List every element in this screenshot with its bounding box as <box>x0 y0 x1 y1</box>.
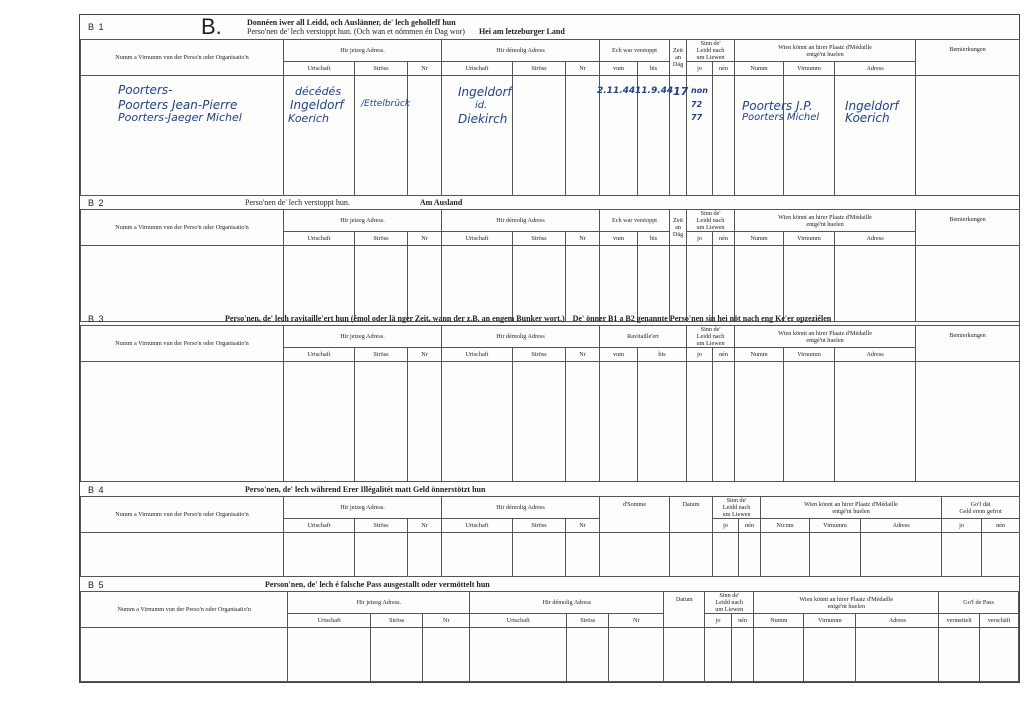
entry-cell <box>513 246 566 322</box>
entry-cell <box>687 246 713 322</box>
header-street: Ströss <box>567 614 609 628</box>
entry-cell <box>687 362 713 482</box>
header-locality: Urtschaft <box>284 232 355 246</box>
entry-cell <box>856 628 939 682</box>
entry-name-3: Poorters-Jaeger Michel <box>118 111 242 124</box>
entry-cell <box>371 628 423 682</box>
header-to: bis <box>638 232 670 246</box>
entry-cell <box>784 76 835 196</box>
header-address: Adress <box>835 232 916 246</box>
entry-cell <box>566 76 600 196</box>
entry-cell <box>442 362 513 482</box>
entry-current-2-street: /Ettelbrück <box>361 99 411 109</box>
header-locality: Urtschaft <box>284 62 355 76</box>
header-yes: jo <box>713 519 739 533</box>
header-pass-given: vermettelt <box>939 614 980 628</box>
header-yes: jo <box>705 614 732 628</box>
entry-former-2: id. <box>475 100 488 111</box>
header-no: nén <box>713 348 735 362</box>
entry-cell <box>513 533 566 577</box>
entry-cell <box>713 362 735 482</box>
entry-alive-1: non <box>691 86 708 95</box>
entry-cell <box>81 362 284 482</box>
header-yes: jo <box>942 519 982 533</box>
header-medal: Wien könnt an hirer Plaatz d'Médaille entgé'nt huelen <box>754 592 939 614</box>
header-remarks: Bemierkungen <box>916 40 1020 76</box>
header-locality: Urtschaft <box>442 62 513 76</box>
header-hidden: Ech war verstoppt <box>600 210 670 232</box>
header-name: Numm a Virnumm vun der Perso'n oder Organisatio'n <box>81 497 284 533</box>
entry-medal-name-2: Poorters Michel <box>742 112 820 123</box>
section-label: B 5 <box>88 580 105 590</box>
entry-cell <box>609 628 664 682</box>
entry-cell <box>761 533 810 577</box>
header-former-address: Hir démolig Adress <box>442 210 600 232</box>
table-b4 <box>80 496 1020 577</box>
header-medal: Wien könnt an hirer Plaatz d'Médaille entgé'nt huelen <box>735 40 916 62</box>
header-remarks: Bemierkungen <box>916 326 1020 362</box>
header-date: Datum <box>670 497 713 533</box>
entry-cell <box>638 246 670 322</box>
entry-cell <box>284 362 355 482</box>
header-number: Nr <box>566 348 600 362</box>
entry-cell <box>784 246 835 322</box>
entry-cell <box>980 628 1019 682</box>
header-number: Nr <box>423 614 470 628</box>
header-firstname: Virnumm <box>810 519 861 533</box>
header-address: Adress <box>856 614 939 628</box>
header-alive: Sinn de' Leidd nach um Liewen <box>687 40 735 62</box>
entry-cell <box>804 628 856 682</box>
entry-medal-addr-2: Koerich <box>845 111 890 125</box>
header-from: vum <box>600 348 638 362</box>
entry-cell <box>713 246 735 322</box>
section-title: Perso'nen de' lech verstoppt hun. Am Ausland <box>245 198 463 207</box>
entry-name-1: Poorters- <box>118 83 173 97</box>
header-firstname: Virnumm <box>804 614 856 628</box>
entry-alive-3: 77 <box>691 113 703 122</box>
entry-cell <box>735 246 784 322</box>
entry-cell <box>739 533 761 577</box>
entry-days: 17 <box>673 85 689 98</box>
table-b5 <box>80 591 1019 682</box>
header-current-address: Hir jetzeg Adress. <box>284 497 442 519</box>
header-locality: Urtschaft <box>288 614 371 628</box>
section-label: B 2 <box>88 198 105 208</box>
entry-cell <box>442 533 513 577</box>
entry-cell <box>835 362 916 482</box>
header-locality: Urtschaft <box>442 348 513 362</box>
entry-cell <box>835 246 916 322</box>
header-locality: Urtschaft <box>442 232 513 246</box>
header-current-address: Hir jetzeg Adress. <box>284 210 442 232</box>
entry-cell <box>566 246 600 322</box>
header-from: vum <box>600 62 638 76</box>
header-no: nén <box>731 614 753 628</box>
entry-cell <box>284 246 355 322</box>
entry-cell <box>600 362 638 482</box>
entry-cell <box>442 246 513 322</box>
entry-cell <box>713 76 735 196</box>
entry-cell <box>810 533 861 577</box>
entry-cell <box>81 628 288 682</box>
entry-cell <box>861 533 942 577</box>
entry-cell <box>731 628 753 682</box>
section-label: B 3 <box>88 314 105 324</box>
header-surname: Numm <box>735 232 784 246</box>
header-number: Nr <box>408 62 442 76</box>
entry-cell <box>735 76 784 196</box>
header-no: nén <box>713 232 735 246</box>
header-surname: Numm <box>735 348 784 362</box>
entry-former-1: Ingeldorf <box>458 85 512 99</box>
form-page <box>79 14 1020 683</box>
entry-medal-name-1: Poorters J.P. <box>742 99 813 113</box>
header-to: bis <box>638 348 687 362</box>
header-current-address: Hir jetzeg Adress. <box>284 40 442 62</box>
header-locality: Urtschaft <box>284 519 355 533</box>
entry-cell <box>355 533 408 577</box>
entry-cell <box>81 76 284 196</box>
header-street: Ströss <box>513 348 566 362</box>
header-number: Nr <box>566 62 600 76</box>
header-current-address: Hir jetzeg Adress. <box>284 326 442 348</box>
header-medal: Wien könnt an hirer Plaatz d'Médaille entgé'nt huelen <box>761 497 942 519</box>
entry-cell <box>916 76 1020 196</box>
entry-cell <box>754 628 804 682</box>
header-time: Zeit an Däg <box>670 210 687 246</box>
header-former-address: Hir démolig Adress <box>442 40 600 62</box>
header-sum: d'Somme <box>600 497 670 533</box>
entry-cell <box>408 533 442 577</box>
section-title: Perso'nen, de' lech während Erer Illégalitét matt Geld önnerstötzt hun <box>245 485 486 494</box>
entry-cell <box>355 362 408 482</box>
header-yes: jo <box>687 348 713 362</box>
header-surname: Nu:nm <box>761 519 810 533</box>
entry-former-3: Diekirch <box>458 112 508 126</box>
entry-cell <box>513 76 566 196</box>
entry-cell <box>982 533 1020 577</box>
header-surname: Numm <box>754 614 804 628</box>
header-alive: Sinn de' Leidd nach um Liewen <box>687 210 735 232</box>
table-b2 <box>80 209 1020 322</box>
entry-cell <box>408 362 442 482</box>
header-alive: Sinn de' Leidd nach um Liewen <box>713 497 761 519</box>
header-street: Ströss <box>513 62 566 76</box>
header-no: nén <box>982 519 1020 533</box>
header-street: Ströss <box>371 614 423 628</box>
header-firstname: Virnumm <box>784 62 835 76</box>
section-letter: B. <box>201 14 222 39</box>
header-number: Nr <box>566 232 600 246</box>
header-alive: Sinn de' Leidd nach um Liewen <box>705 592 754 614</box>
entry-cell <box>423 628 470 682</box>
entry-cell <box>600 533 670 577</box>
entry-cell <box>288 628 371 682</box>
header-alive: Sinn de' Leidd nach um Liewen <box>687 326 735 348</box>
entry-cell <box>638 362 687 482</box>
header-name: Numm a Virnumm vun der Perso'n oder Organisatio'n <box>81 326 284 362</box>
entry-cell <box>600 246 638 322</box>
header-locality: Urtschaft <box>470 614 567 628</box>
entry-current-3: Koerich <box>288 112 329 125</box>
header-name: Numm a Virnumm vun der Perso'n oder Organisatio'n <box>81 40 284 76</box>
header-locality: Urtschaft <box>284 348 355 362</box>
entry-cell <box>470 628 567 682</box>
header-number: Nr <box>408 232 442 246</box>
entry-alive-2: 72 <box>691 100 703 109</box>
header-name: Numm a Virnumm vun der Perso'n oder Organisatio'n <box>81 210 284 246</box>
header-street: Ströss <box>355 348 408 362</box>
header-no: nén <box>713 62 735 76</box>
entry-to: 11.9.44 <box>635 86 674 96</box>
header-firstname: Virnumm <box>784 348 835 362</box>
header-address: Adress <box>861 519 942 533</box>
header-hidden: Ech war verstoppt <box>600 40 670 62</box>
entry-cell <box>408 246 442 322</box>
header-former-address: Hir démolig Adress <box>470 592 664 614</box>
entry-cell <box>942 533 982 577</box>
header-street: Ströss <box>355 232 408 246</box>
header-current-address: Hir jetzeg Adress. <box>288 592 470 614</box>
entry-cell <box>670 246 687 322</box>
section-title: Person'nen, de' lech é falsche Pass ausgestallt oder vermöttelt hun <box>265 580 490 589</box>
entry-cell <box>939 628 980 682</box>
entry-cell <box>916 362 1020 482</box>
header-pass: Go'f de Pass <box>939 592 1019 614</box>
section-label: B 1 <box>88 22 105 32</box>
header-surname: Numm <box>735 62 784 76</box>
header-address: Adress <box>835 348 916 362</box>
header-street: Ströss <box>355 519 408 533</box>
header-number: Nr <box>609 614 664 628</box>
header-remarks: Bemierkungen <box>916 210 1020 246</box>
header-yes: jo <box>687 62 713 76</box>
header-firstname: Virnumm <box>784 232 835 246</box>
header-money: Go'f dät Geld erem gefrot <box>942 497 1020 519</box>
header-from: vum <box>600 232 638 246</box>
section-title: Donnéen iwer all Leidd, och Auslänner, de' lech geholleff hun Perso'nen de' lech verstoppt hun. (Och wan et nömmen én Dag wor) Hei am letzeburger Land <box>247 18 565 36</box>
entry-cell <box>513 362 566 482</box>
entry-name-2: Poorters Jean-Pierre <box>118 98 238 112</box>
header-name: Numm a Virnumm vun der Perso'n oder Organisatio'n <box>81 592 288 628</box>
header-medal: Wien könnt an hirer Plaatz d'Médaille entgé'nt huelen <box>735 210 916 232</box>
entry-from: 2.11.44 <box>597 86 636 96</box>
header-locality: Urtschaft <box>442 519 513 533</box>
entry-cell <box>664 628 705 682</box>
entry-cell <box>355 246 408 322</box>
entry-cell <box>81 533 284 577</box>
entry-cell <box>735 362 784 482</box>
entry-cell <box>670 533 713 577</box>
entry-cell <box>713 533 739 577</box>
header-medal: Wien könnt an hirer Plaatz d'Médaille entgé'nt huelen <box>735 326 916 348</box>
entry-cell <box>355 76 411 196</box>
entry-cell <box>784 362 835 482</box>
entry-cell <box>567 628 609 682</box>
entry-current-1: décédés <box>295 85 342 98</box>
section-title: Perso'nen, de' lech ravitaille'ert hun (émol oder lä nger Zeit, wann der z.B. an engem Bunker wort.) De' önner B1 a B2 genannte Perso'nen sin hei nöt nach eng Ke'er opzeziélen <box>225 314 832 323</box>
entry-cell <box>566 533 600 577</box>
header-to: bis <box>638 62 670 76</box>
section-label: B 4 <box>88 485 105 495</box>
header-number: Nr <box>408 519 442 533</box>
header-date: Datum <box>664 592 705 628</box>
header-no: nén <box>739 519 761 533</box>
header-former-address: Hir démolig Adress <box>442 326 600 348</box>
entry-cell <box>916 246 1020 322</box>
header-time: Zeit an Däg <box>670 40 687 76</box>
header-yes: jo <box>687 232 713 246</box>
entry-cell <box>284 533 355 577</box>
header-number: Nr <box>408 348 442 362</box>
entry-cell <box>566 362 600 482</box>
header-street: Ströss <box>513 232 566 246</box>
entry-medal-addr-1: Ingeldorf <box>845 99 899 113</box>
entry-cell <box>81 246 284 322</box>
entry-cell <box>705 628 732 682</box>
header-pass-issued: verschäft <box>980 614 1019 628</box>
entry-cell <box>408 76 442 196</box>
entry-current-2: Ingeldorf <box>290 98 344 112</box>
table-b3 <box>80 325 1020 482</box>
header-address: Adress <box>835 62 916 76</box>
header-street: Ströss <box>513 519 566 533</box>
header-supplied: Ravitaille'ert <box>600 326 687 348</box>
header-street: Ströss <box>355 62 408 76</box>
entry-cell <box>835 76 916 196</box>
header-number: Nr <box>566 519 600 533</box>
header-former-address: Hir démolig Adress <box>442 497 600 519</box>
